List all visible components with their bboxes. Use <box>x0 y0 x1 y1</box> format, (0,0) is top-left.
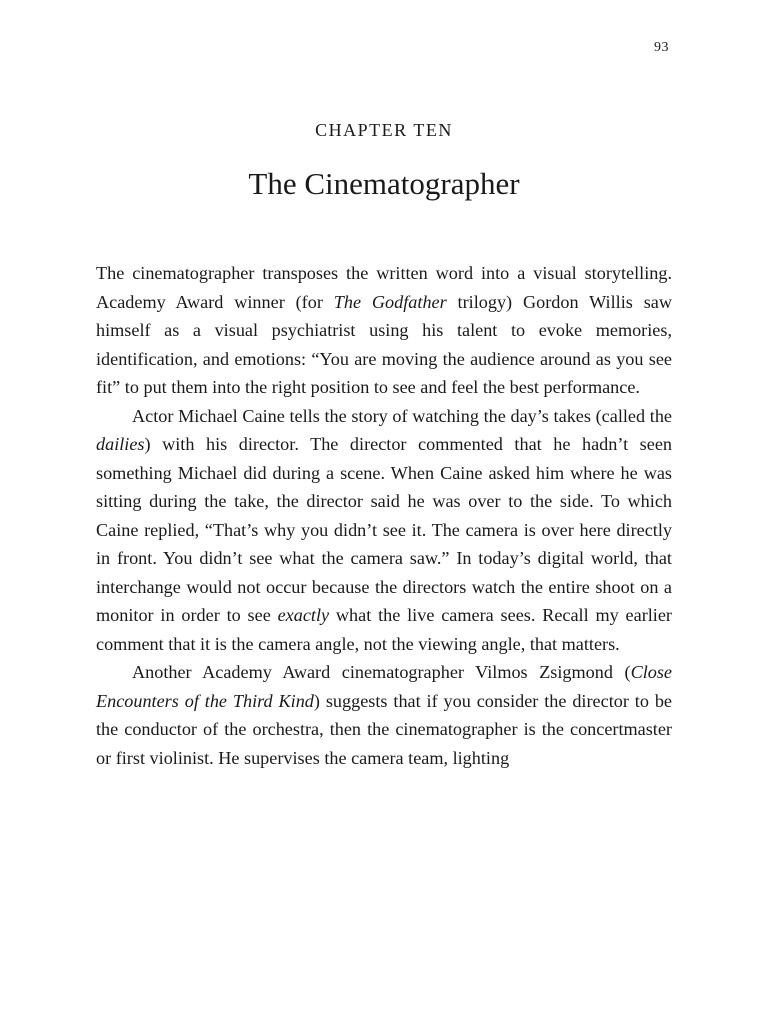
text-run: ) with his director. The director commented that he hadn’t seen something Michael did during a scene. When Caine asked him where he was sitting during the take, the director said he was over to the side. To which Caine replied, “That’s why you didn’t see it. The camera is over here directly in front. You didn’t see what the camera saw.” In today’s digital world, that interchange would not occur because the directors watch the entire shoot on a monitor in order to see <box>96 434 672 625</box>
paragraph <box>96 402 672 659</box>
term-italic: dailies <box>96 434 145 454</box>
text-run: trilogy) Gordon Willis saw himself as a visual psychiatrist using his talent to evoke memories, identification, and emotions: “You are moving the audience around as you see fit” to put them into the right position to see and feel the best performance. <box>96 291 672 397</box>
page-number: 93 <box>654 40 669 55</box>
text-run: what the live camera sees. Recall my earlier comment that it is the camera angle, not the viewing angle, that matters. <box>96 605 672 654</box>
film-title-italic: Close Encounters of the Third Kind <box>96 662 672 711</box>
text-run: The cinematographer transposes the written word into a visual storytelling. Academy Award winner (for <box>96 263 672 312</box>
chapter-title: The Cinematographer <box>248 166 520 201</box>
paragraph <box>96 259 672 402</box>
text-run: Actor Michael Caine tells the story of watching the day’s takes (called the <box>132 405 672 426</box>
emphasis-italic: exactly <box>277 605 330 625</box>
body-text <box>96 259 672 772</box>
book-title-italic: The Godfather <box>333 291 447 312</box>
paragraph <box>96 658 672 772</box>
text-run: ) suggests that if you consider the director to be the conductor of the orchestra, then the cinematographer is the concertmaster or first violinist. He supervises the camera team, lighting <box>96 690 672 768</box>
chapter-label: CHAPTER TEN <box>315 120 453 140</box>
text-run: Another Academy Award cinematographer Vilmos Zsigmond ( <box>132 662 631 682</box>
